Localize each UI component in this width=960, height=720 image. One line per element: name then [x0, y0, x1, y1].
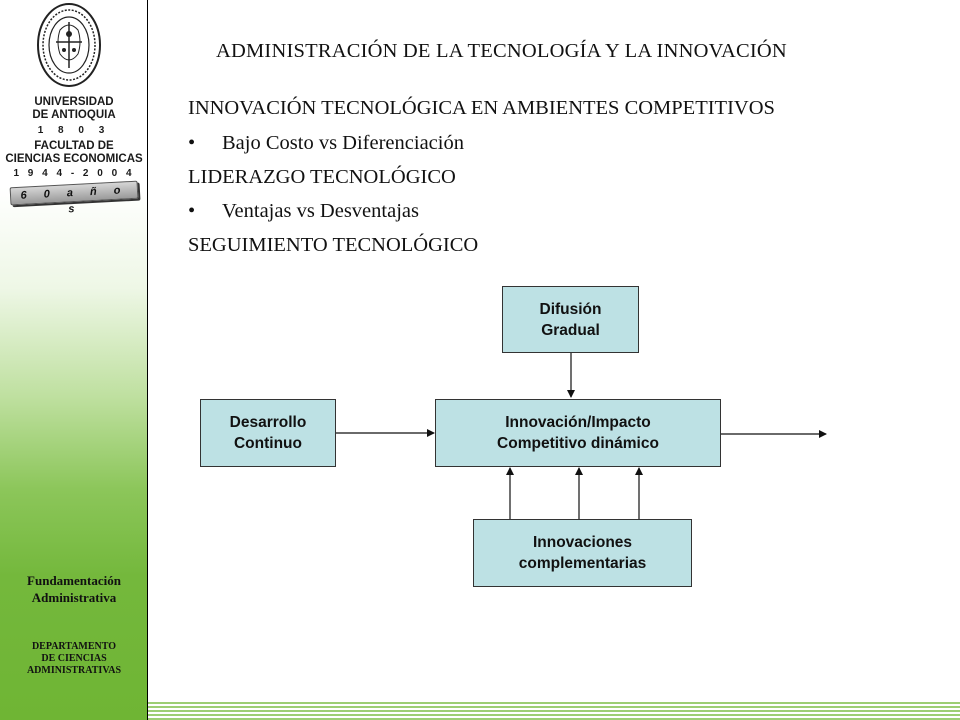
university-name: UNIVERSIDAD DE ANTIOQUIA: [32, 96, 116, 121]
node-innovacion-impacto: Innovación/Impacto Competitivo dinámico: [435, 399, 721, 467]
sidebar: [0, 0, 148, 720]
node-difusion-gradual: Difusión Gradual: [502, 286, 639, 353]
section-heading-liderazgo: LIDERAZGO TECNOLÓGICO: [188, 166, 456, 188]
bullet-icon: •: [188, 200, 196, 222]
section-heading-seguimiento: SEGUIMIENTO TECNOLÓGICO: [188, 234, 479, 256]
university-year: 1 8 0 3: [37, 125, 111, 136]
node-innovaciones-complementarias: Innovaciones complementarias: [473, 519, 692, 587]
node-desarrollo-continuo: Desarrollo Continuo: [200, 399, 336, 467]
department-name: DEPARTAMENTO DE CIENCIAS ADMINISTRATIVAS: [26, 641, 122, 676]
university-seal-icon: [36, 2, 102, 88]
page-title: ADMINISTRACIÓN DE LA TECNOLOGÍA Y LA INNOVACIÓN: [216, 40, 787, 62]
faculty-name: FACULTAD DE CIENCIAS ECONOMICAS: [5, 140, 143, 165]
course-title: Fundamentación Administrativa: [27, 573, 121, 605]
bottom-stripes: [148, 700, 960, 720]
bullet-item-costo: • Bajo Costo vs Diferenciación: [188, 132, 464, 154]
anniversary-tag: 6 0 a ñ o s: [10, 181, 139, 206]
bullet-icon: •: [188, 132, 196, 154]
faculty-years: 1 9 4 4 - 2 0 0 4: [13, 168, 135, 179]
bullet-item-ventajas: • Ventajas vs Desventajas: [188, 200, 419, 222]
section-heading-innovacion: INNOVACIÓN TECNOLÓGICA EN AMBIENTES COMPETITIVOS: [188, 97, 775, 119]
